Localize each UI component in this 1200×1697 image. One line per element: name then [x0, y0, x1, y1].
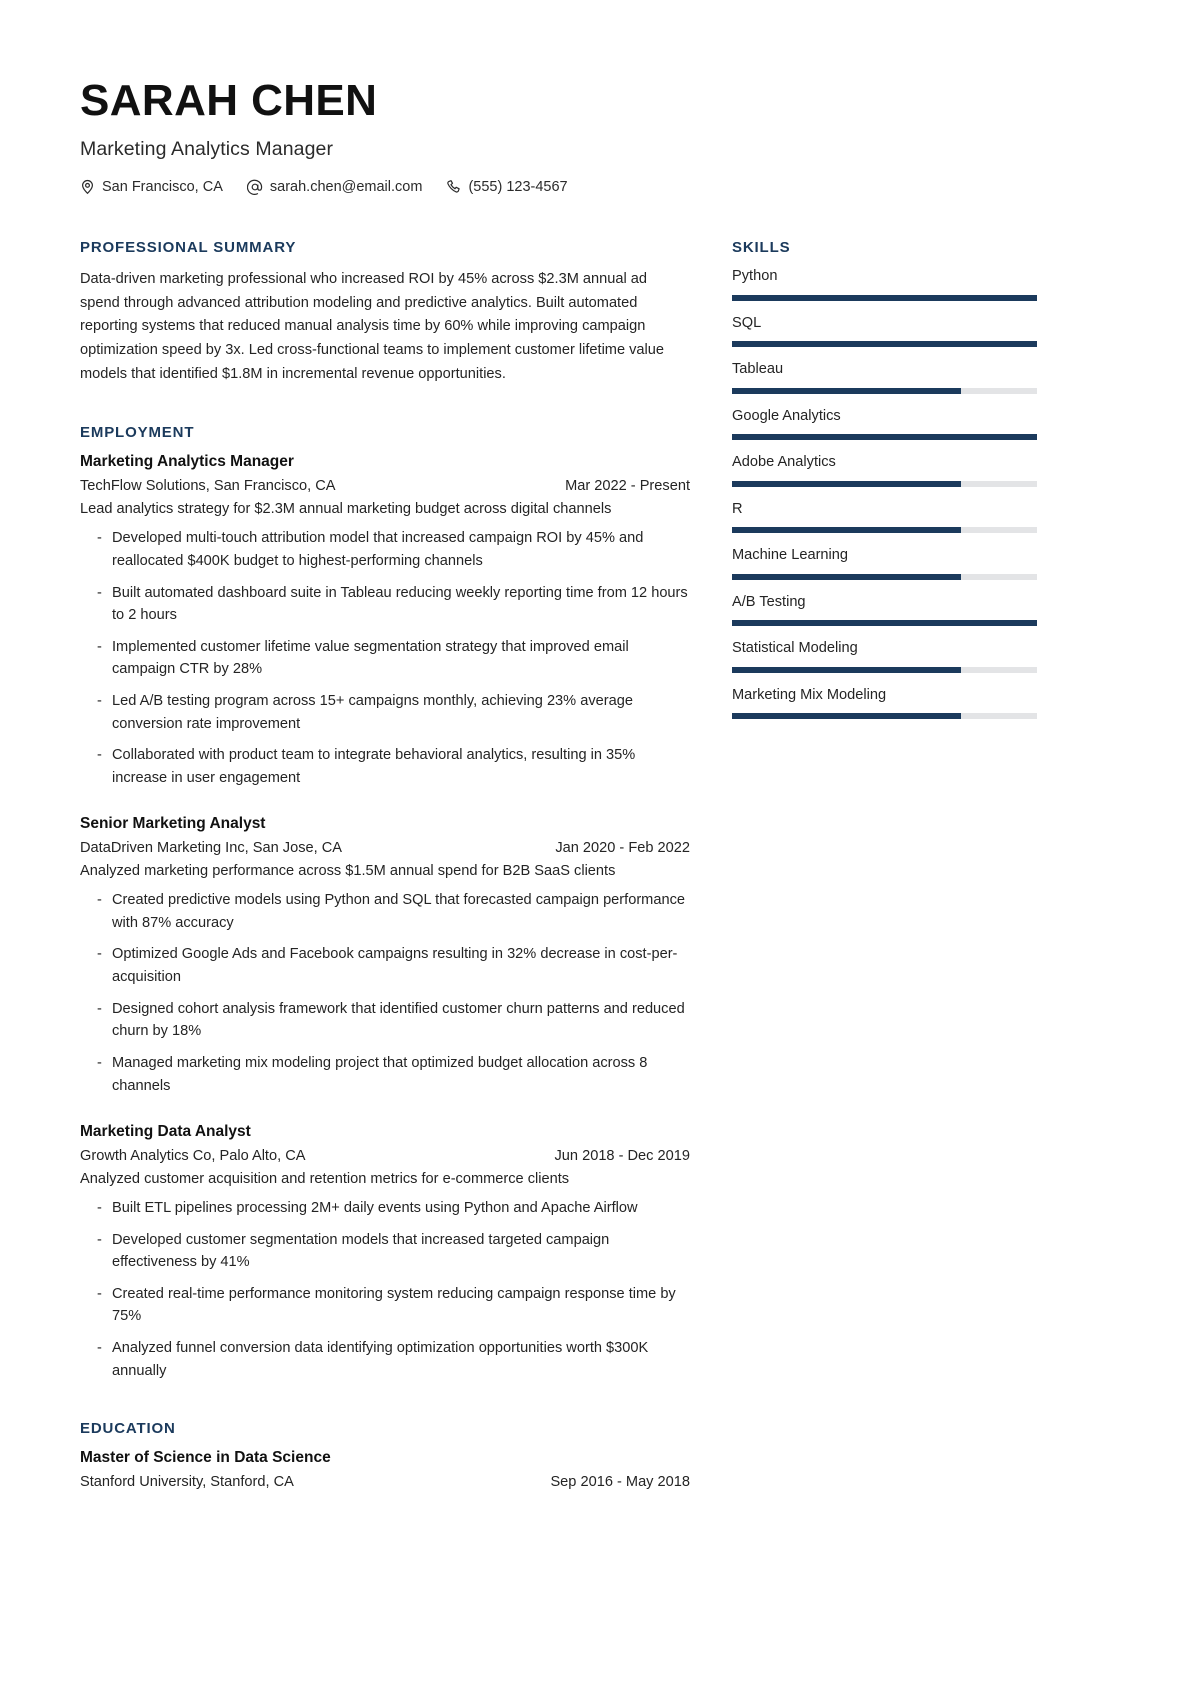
section-education [80, 1420, 690, 1490]
employment-bullet-list [80, 889, 690, 1097]
contact-row [80, 179, 1032, 195]
education-meta-row [80, 1474, 690, 1490]
contact-location [80, 179, 223, 195]
employment-bullet-text: Developed customer segmentation models that increased targeted campaign effectiveness by 41% [112, 1231, 610, 1271]
phone-icon [446, 179, 461, 195]
at-sign-icon [247, 179, 263, 195]
employment-bullet-text: Designed cohort analysis framework that identified customer churn patterns and reduced churn by 18% [112, 1000, 685, 1040]
employment-dates: Jun 2018 - Dec 2019 [554, 1148, 690, 1165]
skill-level-fill [732, 341, 1037, 347]
skill-name: Statistical Modeling [732, 640, 858, 657]
resume-header [80, 78, 1032, 195]
skill-item [732, 454, 1037, 487]
summary-heading: PROFESSIONAL SUMMARY [80, 239, 297, 257]
education-school: Stanford University, Stanford, CA [80, 1474, 294, 1491]
bullet-dash-icon: - [97, 584, 102, 601]
skill-name: Python [732, 268, 778, 285]
employment-job-title: Senior Marketing Analyst [80, 815, 266, 833]
skill-level-track [732, 481, 1037, 487]
location-pin-icon [80, 179, 95, 195]
sidebar-column [732, 239, 1037, 757]
employment-company: Growth Analytics Co, Palo Alto, CA [80, 1148, 306, 1165]
bullet-dash-icon: - [97, 1000, 102, 1017]
education-dates: Sep 2016 - May 2018 [550, 1474, 690, 1491]
employment-bullet-text: Built ETL pipelines processing 2M+ daily events using Python and Apache Airflow [112, 1200, 638, 1217]
skill-level-track [732, 574, 1037, 580]
employment-bullet [80, 744, 690, 789]
bullet-dash-icon: - [97, 1200, 102, 1217]
employment-bullet-list [80, 1197, 690, 1382]
skill-level-fill [732, 527, 961, 533]
bullet-dash-icon: - [97, 692, 102, 709]
employment-company: TechFlow Solutions, San Francisco, CA [80, 478, 336, 495]
skill-level-fill [732, 388, 961, 394]
skill-level-fill [732, 295, 1037, 301]
skill-level-fill [732, 481, 961, 487]
contact-phone [446, 179, 567, 195]
skill-item [732, 594, 1037, 627]
employment-bullet [80, 1229, 690, 1274]
contact-email [247, 179, 423, 195]
skill-level-track [732, 667, 1037, 673]
employment-bullet-list [80, 527, 690, 789]
bullet-dash-icon: - [97, 638, 102, 655]
skill-item [732, 268, 1037, 301]
employment-bullet [80, 1337, 690, 1382]
employment-description: Analyzed customer acquisition and retention metrics for e-commerce clients [80, 1171, 570, 1188]
location-text: San Francisco, CA [102, 179, 223, 196]
skill-level-fill [732, 667, 961, 673]
bullet-dash-icon: - [97, 530, 102, 547]
skill-name: Marketing Mix Modeling [732, 686, 887, 703]
skill-item [732, 315, 1037, 348]
bullet-dash-icon: - [97, 1285, 102, 1302]
main-column [80, 239, 690, 1528]
employment-meta-row [80, 1148, 690, 1164]
employment-bullet [80, 527, 690, 572]
employment-bullet-text: Developed multi-touch attribution model that increased campaign ROI by 45% and reallocated $400K budget to highest-performing channels [112, 530, 644, 569]
employment-bullet [80, 636, 690, 681]
employment-description: Analyzed marketing performance across $1.5M annual spend for B2B SaaS clients [80, 863, 616, 880]
skill-name: Google Analytics [732, 407, 841, 424]
skill-item [732, 408, 1037, 441]
skill-level-track [732, 388, 1037, 394]
resume-body [80, 239, 1032, 1528]
section-professional-summary [80, 239, 690, 386]
employment-bullet-text: Managed marketing mix modeling project that optimized budget allocation across 8 channels [112, 1054, 648, 1094]
skill-item [732, 361, 1037, 394]
employment-bullet-text: Created predictive models using Python and SQL that forecasted campaign performance with 87% accuracy [112, 892, 685, 931]
skill-level-track [732, 620, 1037, 626]
skills-heading: SKILLS [732, 239, 791, 257]
skill-item [732, 547, 1037, 580]
skill-item [732, 687, 1037, 720]
skill-level-fill [732, 713, 961, 719]
phone-text: (555) 123-4567 [468, 179, 568, 196]
skill-item [732, 501, 1037, 534]
bullet-dash-icon: - [97, 1054, 102, 1071]
skill-level-fill [732, 620, 1037, 626]
candidate-job-title: Marketing Analytics Manager [80, 138, 334, 161]
employment-description: Lead analytics strategy for $2.3M annual marketing budget across digital channels [80, 501, 612, 518]
bullet-dash-icon: - [97, 1231, 102, 1248]
employment-heading: EMPLOYMENT [80, 424, 195, 442]
employment-list [80, 453, 690, 1382]
education-list [80, 1449, 690, 1490]
summary-text: Data-driven marketing professional who increased ROI by 45% across $2.3M annual ad spend through advanced attribution modeling and predictive analytics. Built automated reporting systems that reduced manual analysis time by 60% while improving campaign optimization speed by 3x. Led cross-functional teams to implement customer lifetime value models that identified $1.8M in incremental revenue opportunities. [80, 271, 665, 382]
skill-level-track [732, 527, 1037, 533]
skill-name: Adobe Analytics [732, 454, 836, 471]
section-employment [80, 424, 690, 1382]
employment-job-title: Marketing Data Analyst [80, 1123, 251, 1141]
employment-bullet-text: Collaborated with product team to integrate behavioral analytics, resulting in 35% increase in user engagement [112, 747, 636, 786]
employment-bullet-text: Analyzed funnel conversion data identifying optimization opportunities worth $300K annually [112, 1340, 649, 1379]
section-skills [732, 239, 1037, 719]
employment-dates: Mar 2022 - Present [565, 478, 690, 495]
skill-level-track [732, 341, 1037, 347]
skill-name: A/B Testing [732, 593, 806, 610]
employment-meta-row [80, 840, 690, 856]
employment-bullet [80, 1052, 690, 1097]
employment-meta-row [80, 478, 690, 494]
skill-level-track [732, 295, 1037, 301]
employment-job-title: Marketing Analytics Manager [80, 453, 294, 471]
employment-entry [80, 1123, 690, 1382]
employment-entry [80, 815, 690, 1097]
employment-bullet [80, 690, 690, 735]
employment-bullet-text: Led A/B testing program across 15+ campaigns monthly, achieving 23% average conversion rate improvement [112, 692, 633, 732]
bullet-dash-icon: - [97, 892, 102, 909]
bullet-dash-icon: - [97, 747, 102, 764]
employment-bullet-text: Optimized Google Ads and Facebook campaigns resulting in 32% decrease in cost-per-acquisition [112, 946, 678, 986]
employment-bullet [80, 889, 690, 934]
employment-bullet [80, 582, 690, 627]
skill-name: Machine Learning [732, 547, 849, 564]
skill-level-track [732, 434, 1037, 440]
employment-bullet [80, 1283, 690, 1328]
education-degree: Master of Science in Data Science [80, 1449, 331, 1467]
skill-item [732, 640, 1037, 673]
skill-name: Tableau [732, 361, 784, 378]
skills-list [732, 268, 1037, 719]
skill-name: R [732, 500, 743, 517]
employment-entry [80, 453, 690, 789]
education-heading: EDUCATION [80, 1420, 176, 1438]
employment-bullet [80, 1197, 690, 1220]
employment-bullet [80, 998, 690, 1043]
employment-dates: Jan 2020 - Feb 2022 [555, 840, 690, 857]
employment-bullet-text: Created real-time performance monitoring system reducing campaign response time by 75% [112, 1285, 676, 1325]
employment-bullet [80, 943, 690, 988]
employment-company: DataDriven Marketing Inc, San Jose, CA [80, 840, 342, 857]
bullet-dash-icon: - [97, 1340, 102, 1357]
candidate-name: SARAH CHEN [80, 76, 378, 125]
employment-bullet-text: Built automated dashboard suite in Tableau reducing weekly reporting time from 12 hours to 2 hours [112, 584, 688, 624]
skill-name: SQL [732, 314, 762, 331]
education-entry [80, 1449, 690, 1490]
employment-bullet-text: Implemented customer lifetime value segmentation strategy that improved email campaign CTR by 28% [112, 638, 629, 678]
email-text: sarah.chen@email.com [269, 179, 423, 196]
skill-level-fill [732, 434, 1037, 440]
bullet-dash-icon: - [97, 946, 102, 963]
skill-level-track [732, 713, 1037, 719]
skill-level-fill [732, 574, 961, 580]
